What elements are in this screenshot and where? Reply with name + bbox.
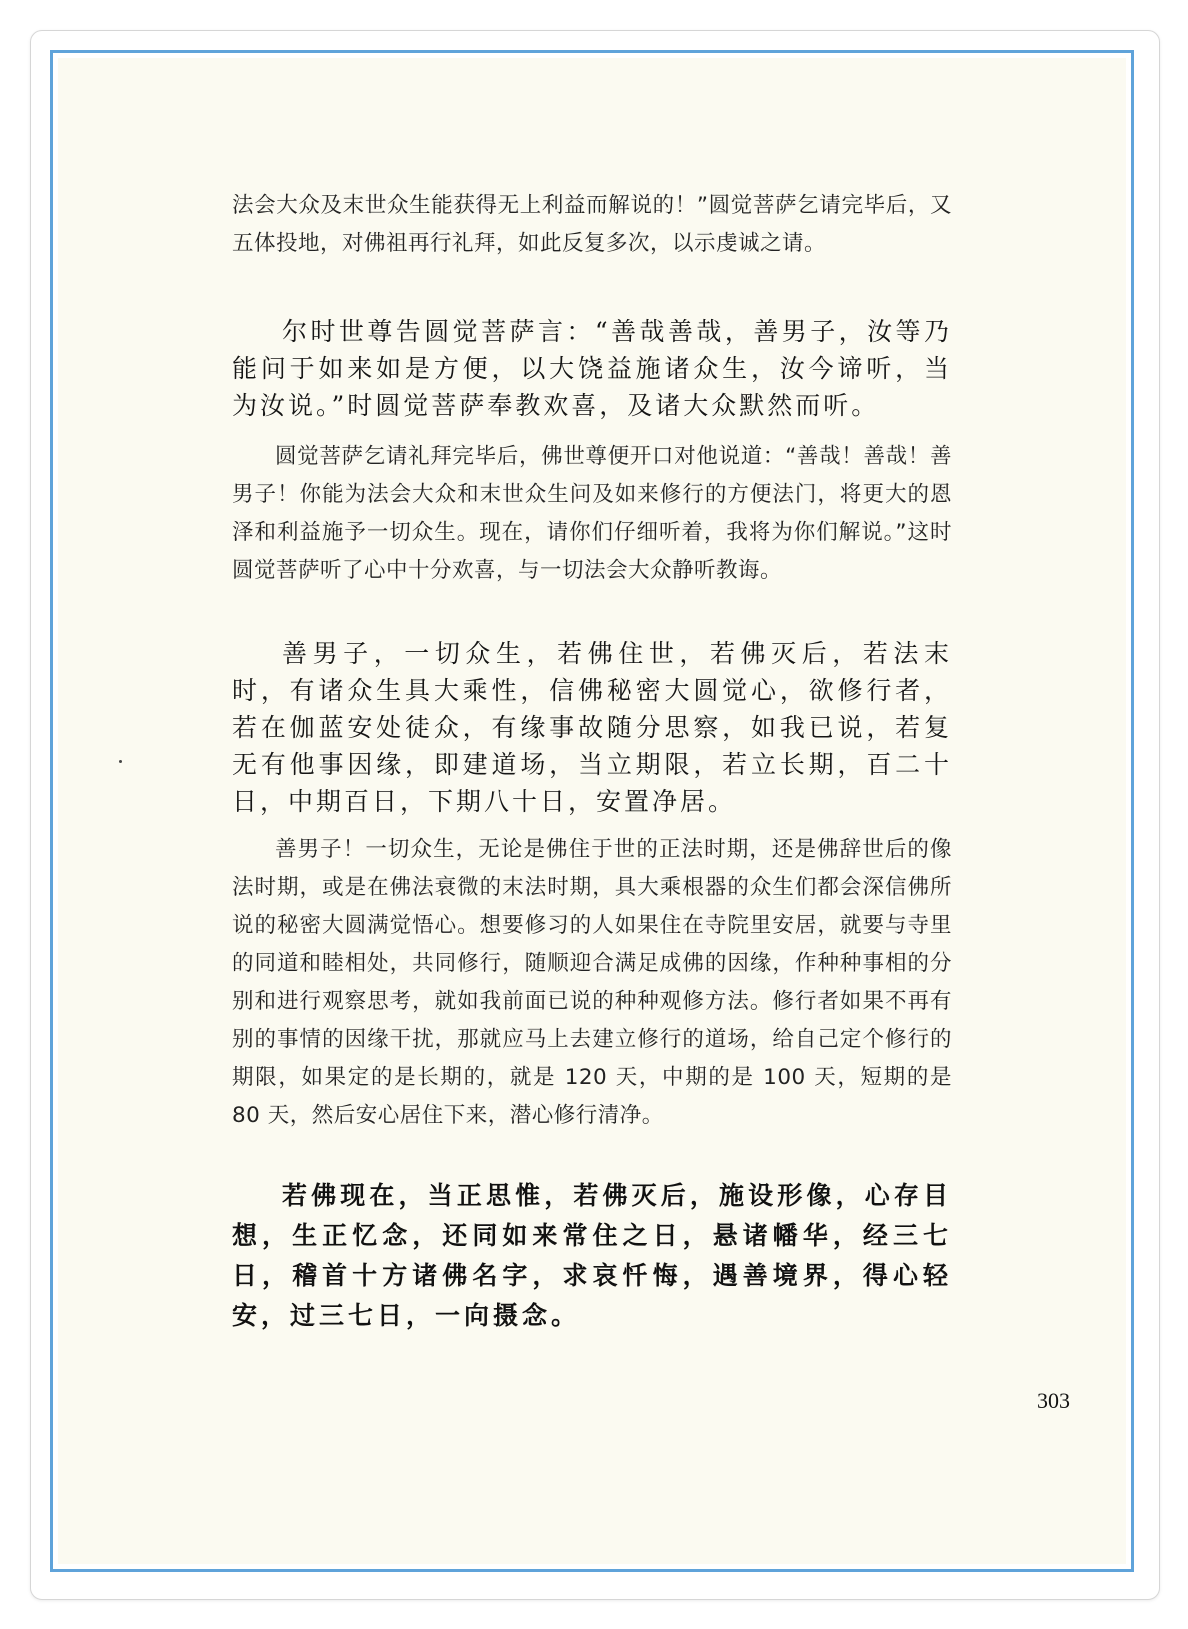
paragraph-text: 圆觉菩萨乞请礼拜完毕后，佛世尊便开口对他说道：“善哉！善哉！善男子！你能为法会大众和末世众生问及如来修行的方便法门，将更大的恩泽和利益施予一切众生。现在，请你们仔细听着，我将为你们解说。”这时圆觉菩萨听了心中十分欢喜，与一切法会大众静听教诲。 (232, 444, 952, 583)
original-text-paragraph (232, 313, 952, 424)
translation-paragraph (232, 187, 952, 263)
paragraph-text: 善男子，一切众生，若佛住世，若佛灭后，若法末时，有诸众生具大乘性，信佛秘密大圆觉心，欲修行者，若在伽蓝安处徒众，有缘事故随分思察，如我已说，若复无有他事因缘，即建道场，当立期限，若立长期，百二十日，中期百日，下期八十日，安置净居。 (232, 639, 952, 816)
paragraph-text: 尔时世尊告圆觉菩萨言：“善哉善哉，善男子，汝等乃能问于如来如是方便，以大饶益施诸众生，汝今谛听，当为汝说。”时圆觉菩萨奉教欢喜，及诸大众默然而听。 (232, 317, 952, 420)
page-number: 303 (1037, 1388, 1070, 1413)
translation-paragraph (232, 831, 952, 1135)
paragraph-text: 善男子！一切众生，无论是佛住于世的正法时期，还是佛辞世后的像法时期，或是在佛法衰微的末法时期，具大乘根器的众生们都会深信佛所说的秘密大圆满觉悟心。想要修习的人如果住在寺院里安居，就要与寺里的同道和睦相处，共同修行，随顺迎合满足成佛的因缘，作种种事相的分别和进行观察思考，就如我前面已说的种种观修方法。修行者如果不再有别的事情的因缘干扰，那就应马上去建立修行的道场，给自己定个修行的期限，如果定的是长期的，就是 120 天，中期的是 100 天，短期的是 80 天，然后安心居住下来，潜心修行清净。 (232, 837, 952, 1128)
paragraph-text: 若佛现在，当正思惟，若佛灭后，施设形像，心存目想，生正忆念，还同如来常住之日，悬诸幡华，经三七日，稽首十方诸佛名字，求哀忏悔，遇善境界，得心轻安，过三七日，一向摄念。 (232, 1181, 952, 1330)
book-page (58, 58, 1126, 1564)
page-frame (50, 50, 1134, 1572)
original-text-paragraph (232, 635, 952, 820)
translation-paragraph (232, 438, 952, 590)
original-text-paragraph (232, 1176, 952, 1336)
scan-speck (119, 760, 122, 763)
paragraph-text: 法会大众及末世众生能获得无上利益而解说的！”圆觉菩萨乞请完毕后，又五体投地，对佛祖再行礼拜，如此反复多次，以示虔诚之请。 (232, 193, 952, 256)
